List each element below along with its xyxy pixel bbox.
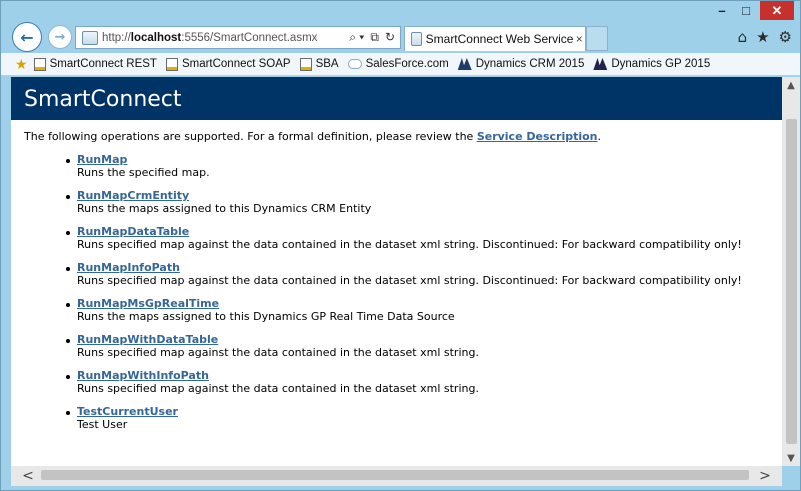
list-item bbox=[77, 190, 767, 215]
document-icon bbox=[166, 58, 178, 71]
operation-link[interactable]: RunMapInfoPath bbox=[77, 261, 180, 274]
operation-description: Runs the maps assigned to this Dynamics CRM Entity bbox=[77, 201, 372, 215]
operation-description: Runs specified map against the data contained in the dataset xml string. bbox=[77, 345, 479, 359]
favorites-star-icon[interactable]: ★ bbox=[756, 28, 770, 46]
operation-link[interactable]: RunMapDataTable bbox=[77, 225, 190, 238]
operation-link[interactable]: RunMap bbox=[77, 153, 128, 166]
add-favorite-icon[interactable]: ★ bbox=[15, 55, 28, 72]
new-tab-button[interactable] bbox=[586, 26, 608, 51]
document-icon bbox=[300, 58, 312, 71]
favorite-salesforce[interactable]: SalesForce.com bbox=[348, 58, 449, 70]
intro-text: The following operations are supported. For a formal definition, please review the Service Description. bbox=[24, 130, 602, 143]
document-icon bbox=[34, 58, 46, 71]
maximize-button[interactable]: □ bbox=[742, 3, 750, 18]
favorite-smartconnect-rest[interactable]: SmartConnect REST bbox=[34, 58, 157, 71]
list-item bbox=[77, 406, 767, 431]
forward-button[interactable]: → bbox=[48, 25, 72, 49]
page-content bbox=[11, 77, 782, 466]
service-description-link[interactable]: Service Description bbox=[476, 130, 598, 143]
list-item bbox=[77, 154, 767, 179]
favorite-dynamics-gp[interactable]: Dynamics GP 2015 bbox=[593, 58, 710, 70]
tab-close-icon[interactable]: × bbox=[575, 32, 583, 46]
operation-link[interactable]: RunMapCrmEntity bbox=[77, 189, 190, 202]
operation-description: Runs the specified map. bbox=[77, 165, 210, 179]
tab-title: SmartConnect Web Service bbox=[425, 32, 574, 46]
search-dropdown-icon[interactable]: ⌕ ▾ bbox=[349, 30, 365, 44]
address-bar[interactable] bbox=[75, 26, 401, 49]
scroll-down-icon[interactable]: ▼ bbox=[787, 452, 795, 464]
list-item bbox=[77, 298, 767, 323]
window-controls bbox=[710, 1, 794, 20]
operations-list bbox=[77, 154, 767, 442]
compatibility-view-icon[interactable]: ⧉ bbox=[370, 30, 379, 44]
favorite-dynamics-crm[interactable]: Dynamics CRM 2015 bbox=[458, 58, 585, 70]
operation-description: Test User bbox=[77, 417, 128, 431]
scroll-left-icon[interactable]: < bbox=[22, 468, 34, 484]
cloud-icon bbox=[348, 59, 362, 69]
tab-page-icon bbox=[411, 32, 422, 46]
gear-icon[interactable]: ⚙ bbox=[778, 28, 792, 46]
scroll-right-icon[interactable]: > bbox=[759, 468, 771, 484]
back-button[interactable]: ← bbox=[12, 22, 42, 52]
list-item bbox=[77, 334, 767, 359]
favorites-bar bbox=[1, 53, 800, 76]
refresh-icon[interactable]: ↻ bbox=[384, 30, 395, 44]
minimize-button[interactable]: – bbox=[718, 3, 726, 18]
operation-link[interactable]: RunMapWithInfoPath bbox=[77, 369, 209, 382]
address-url[interactable]: http://localhost:5556/SmartConnect.asmx bbox=[102, 31, 318, 44]
page-icon bbox=[82, 31, 98, 45]
horizontal-scroll-thumb[interactable] bbox=[41, 470, 749, 480]
operation-link[interactable]: RunMapWithDataTable bbox=[77, 333, 219, 346]
scroll-up-icon[interactable]: ▲ bbox=[787, 79, 795, 91]
list-item bbox=[77, 262, 767, 287]
operation-description: Runs specified map against the data contained in the dataset xml string. Discontinued: For backward compatibility only! bbox=[77, 273, 742, 287]
navigation-row bbox=[1, 21, 801, 53]
horizontal-scrollbar[interactable] bbox=[11, 466, 782, 486]
operation-description: Runs specified map against the data contained in the dataset xml string. bbox=[77, 381, 479, 395]
home-icon[interactable]: ⌂ bbox=[737, 28, 748, 46]
operation-description: Runs specified map against the data contained in the dataset xml string. Discontinued: For backward compatibility only! bbox=[77, 237, 742, 251]
operation-link[interactable]: RunMapMsGpRealTime bbox=[77, 297, 220, 310]
vertical-scroll-thumb[interactable] bbox=[786, 119, 797, 444]
vertical-scrollbar[interactable] bbox=[782, 77, 800, 466]
dynamics-logo-icon bbox=[593, 58, 607, 70]
operation-link[interactable]: TestCurrentUser bbox=[77, 405, 178, 418]
close-window-button[interactable]: ✕ bbox=[760, 1, 794, 20]
page-title: SmartConnect bbox=[11, 77, 782, 120]
dynamics-logo-icon bbox=[458, 58, 472, 70]
favorite-sba[interactable]: SBA bbox=[300, 58, 339, 71]
favorite-smartconnect-soap[interactable]: SmartConnect SOAP bbox=[166, 58, 291, 71]
list-item bbox=[77, 370, 767, 395]
tab-smartconnect-web-service[interactable] bbox=[404, 26, 586, 51]
list-item bbox=[77, 226, 767, 251]
browser-toolbar-icons bbox=[738, 28, 792, 46]
operation-description: Runs the maps assigned to this Dynamics GP Real Time Data Source bbox=[77, 309, 455, 323]
